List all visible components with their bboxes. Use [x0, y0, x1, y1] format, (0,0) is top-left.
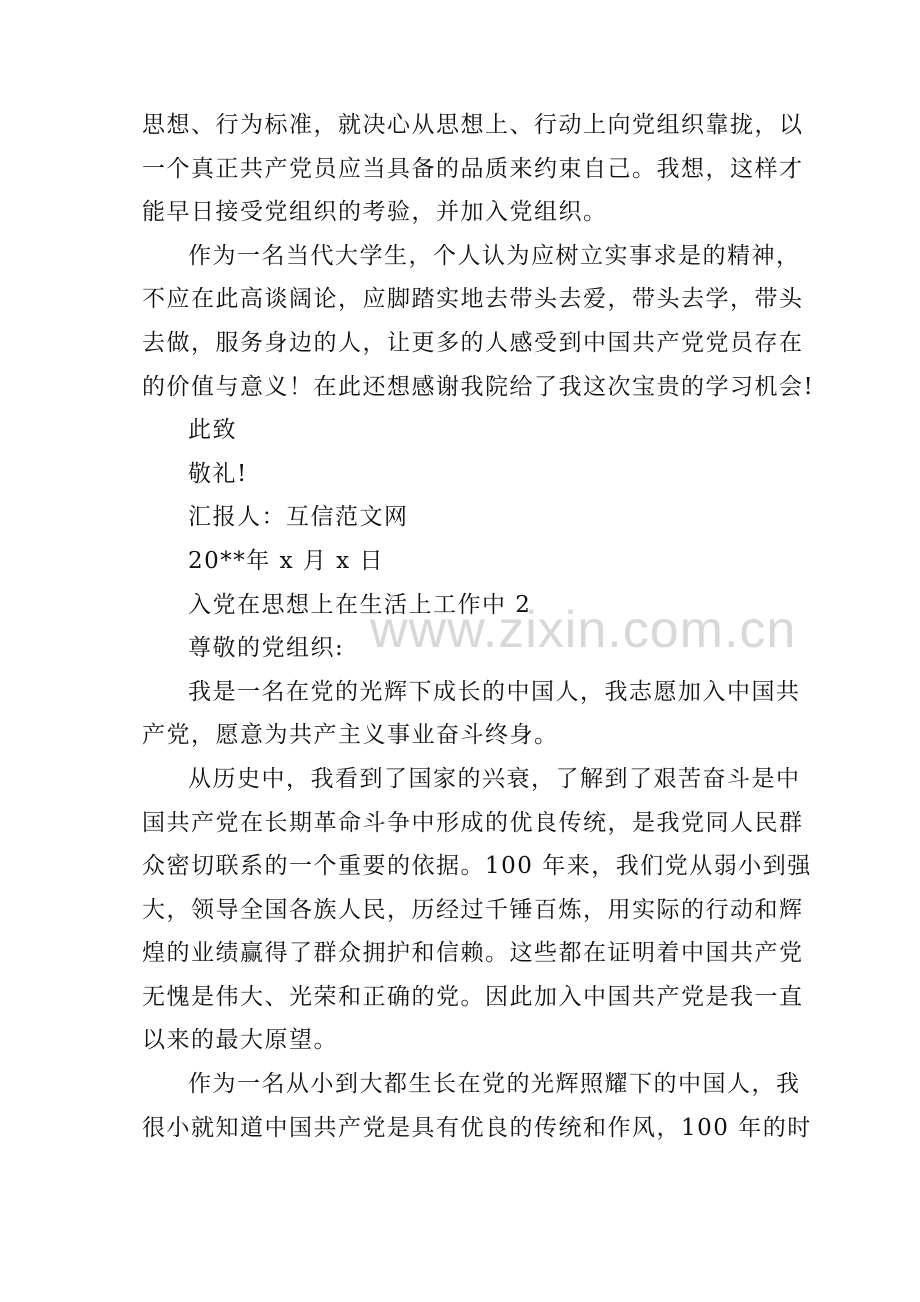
text-line: 思想、行为标准，就决心从思想上、行动上向党组织靠拢，以 — [142, 112, 804, 138]
text-line: 此致 — [188, 417, 237, 444]
text-line: 众密切联系的一个重要的依据。100 年来，我们党从弱小到强 — [142, 853, 812, 880]
text-line: 尊敬的党组织: — [188, 635, 345, 662]
text-line: 我是一名在党的光辉下成长的中国人，我志愿加入中国共 — [188, 678, 801, 705]
text-line: 入党在思想上在生活上工作中 2 — [188, 591, 532, 618]
watermark: www.zixin.com.cn — [370, 601, 797, 659]
text-line: 汇报人：互信范文网 — [188, 504, 409, 531]
text-line: 很小就知道中国共产党是具有优良的传统和作风，100 年的时 — [142, 1114, 812, 1141]
text-line: 国共产党在长期革命斗争中形成的优良传统，是我党同人民群 — [142, 809, 804, 836]
text-line: 敬礼! — [188, 460, 248, 487]
text-line: 以来的最大原望。 — [142, 1027, 338, 1054]
text-line: 大，领导全国各族人民，历经过千锤百炼，用实际的行动和辉 — [142, 896, 804, 923]
text-line: 从历史中，我看到了国家的兴衰，了解到了艰苦奋斗是中 — [188, 765, 801, 792]
text-line: 作为一名当代大学生，个人认为应树立实事求是的精神， — [188, 242, 801, 269]
text-line: 去做，服务身边的人，让更多的人感受到中国共产党党员存在 — [142, 329, 804, 356]
document-body — [142, 104, 815, 1150]
text-line: 的价值与意义！在此还想感谢我院给了我这次宝贵的学习机会! — [142, 373, 815, 400]
text-line: 20**年 x 月 x 日 — [188, 547, 384, 574]
text-line: 无愧是伟大、光荣和正确的党。因此加入中国共产党是我一直 — [142, 983, 804, 1010]
text-line: 不应在此高谈阔论，应脚踏实地去带头去爱，带头去学，带头 — [142, 286, 804, 313]
text-line: 一个真正共产党员应当具备的品质来约束自己。我想，这样才 — [142, 155, 804, 182]
text-line: 能早日接受党组织的考验，并加入党组织。 — [142, 199, 608, 226]
text-line: 煌的业绩赢得了群众拥护和信赖。这些都在证明着中国共产党 — [142, 940, 804, 967]
text-line: 作为一名从小到大都生长在党的光辉照耀下的中国人，我 — [188, 1071, 801, 1098]
text-line: 产党，愿意为共产主义事业奋斗终身。 — [142, 722, 559, 749]
